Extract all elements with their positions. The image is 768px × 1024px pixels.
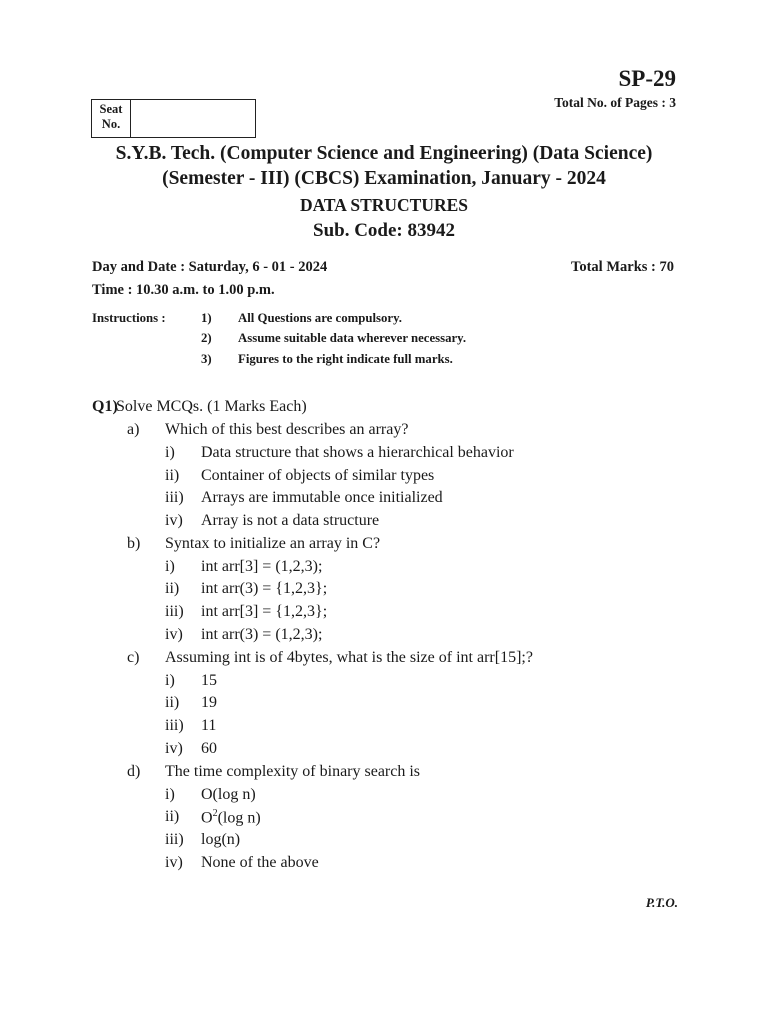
part-label: a) (127, 421, 140, 438)
seat-label: Seat No. (92, 100, 131, 137)
option-label: iv) (165, 740, 183, 757)
question-text: Solve MCQs. (1 Marks Each) (116, 398, 307, 415)
option-label: iv) (165, 626, 183, 643)
option-text: 11 (201, 717, 217, 734)
option-label: iii) (165, 717, 184, 734)
option-text: log(n) (201, 831, 241, 848)
seat-number-box (91, 99, 256, 138)
option-label: i) (165, 786, 175, 803)
option-text: Data structure that shows a hierarchical behavior (201, 444, 514, 461)
option-text: Array is not a data structure (201, 512, 380, 529)
option-text: int arr[3] = {1,2,3}; (201, 603, 328, 620)
option-label: iii) (165, 831, 184, 848)
option-label: iii) (165, 489, 184, 506)
option-text (201, 808, 261, 827)
day-and-date: Day and Date : Saturday, 6 - 01 - 2024 (92, 259, 328, 275)
option-superscript: 2 (212, 808, 218, 819)
part-label: c) (127, 649, 140, 666)
part-label: d) (127, 763, 141, 780)
part-question: Which of this best describes an array? (165, 421, 409, 438)
option-label: iv) (165, 854, 183, 871)
option-text: 15 (201, 672, 217, 689)
instruction-number: 3) (201, 352, 212, 366)
option-label: ii) (165, 808, 180, 825)
part-question: Syntax to initialize an array in C? (165, 535, 381, 552)
option-text: O(log n) (201, 786, 256, 803)
exam-title-line-2: (Semester - III) (CBCS) Examination, January - 2024 (162, 168, 606, 189)
option-text: int arr(3) = {1,2,3}; (201, 580, 328, 597)
total-pages: Total No. of Pages : 3 (554, 95, 676, 110)
option-label: i) (165, 558, 175, 575)
subject-title: DATA STRUCTURES (299, 195, 469, 215)
option-text: 19 (201, 694, 217, 711)
part-label: b) (127, 535, 141, 552)
question-number: Q1) (92, 398, 118, 415)
please-turn-over: P.T.O. (645, 895, 678, 910)
option-text-base: O (201, 809, 213, 827)
instruction-text: Figures to the right indicate full marks. (238, 352, 453, 366)
option-label: iv) (165, 512, 183, 529)
option-label: iii) (165, 603, 184, 620)
option-text: Arrays are immutable once initialized (201, 489, 443, 506)
option-label: i) (165, 444, 175, 461)
paper-code: SP-29 (618, 66, 676, 91)
instructions-label: Instructions : (92, 311, 166, 325)
option-text: int arr[3] = (1,2,3); (201, 558, 323, 575)
instruction-text: All Questions are compulsory. (238, 311, 402, 325)
instruction-text: Assume suitable data wherever necessary. (238, 331, 467, 345)
option-label: ii) (165, 694, 180, 711)
option-label: i) (165, 672, 175, 689)
option-text-rest: (log n) (217, 809, 261, 827)
option-text: None of the above (201, 854, 319, 871)
option-label: ii) (165, 580, 180, 597)
exam-title-line-1: S.Y.B. Tech. (Computer Science and Engineering) (Data Science) (115, 143, 653, 164)
exam-time: Time : 10.30 a.m. to 1.00 p.m. (92, 282, 275, 298)
part-question: The time complexity of binary search is (165, 763, 421, 780)
option-label: ii) (165, 467, 180, 484)
instruction-number: 1) (201, 311, 212, 325)
subject-code: Sub. Code: 83942 (313, 220, 455, 241)
total-marks: Total Marks : 70 (571, 259, 674, 275)
part-question: Assuming int is of 4bytes, what is the size of int arr[15];? (165, 649, 533, 666)
seat-number-field (131, 100, 255, 137)
option-text: int arr(3) = (1,2,3); (201, 626, 323, 643)
option-text: 60 (201, 740, 217, 757)
instruction-number: 2) (201, 331, 212, 345)
option-text: Container of objects of similar types (201, 467, 435, 484)
